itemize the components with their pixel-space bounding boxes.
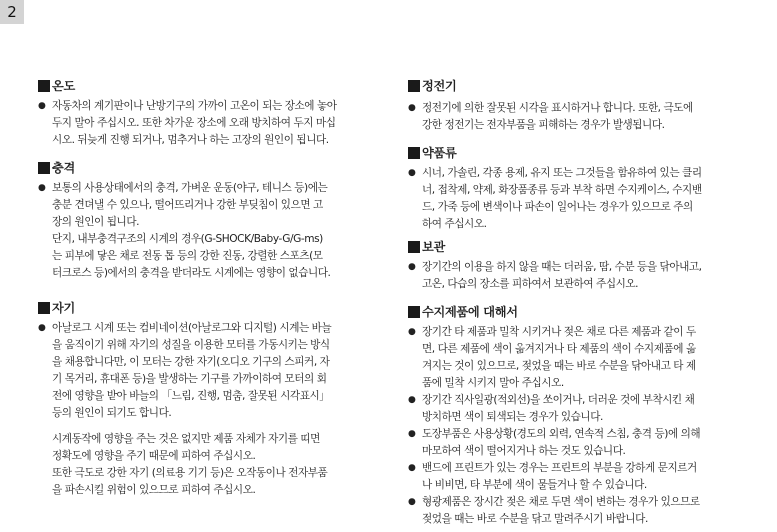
- text-line: 장기간 타 제품과 밀착 시키거나 젖은 채로 다른 제품과 같이 두: [422, 326, 696, 338]
- magnetism-paragraph-2: [38, 431, 368, 499]
- section-title: 보관: [422, 240, 445, 254]
- bullet-icon: ●: [408, 463, 416, 473]
- section-heading-resin-products: [408, 303, 518, 320]
- storage-paragraph: [408, 259, 728, 293]
- section-title: 수지제품에 대해서: [422, 305, 518, 319]
- text-line: 또한 극도로 강한 자기 (의료용 기기 등)은 오작동이나 전자부품: [52, 467, 328, 479]
- text-line: 시오. 뒤늦게 진행 되거나, 멈추거나 하는 고장의 원인이 됩니다.: [52, 134, 329, 146]
- text-line: 을 움직이기 위해 자기의 성질을 이용한 모터를 가동시키는 방식: [52, 339, 330, 351]
- square-bullet-icon: [38, 302, 50, 314]
- resin-item: [408, 324, 728, 392]
- text-line: 면, 다른 제품에 색이 옮겨지거나 타 제품의 색이 수지제품에 옮: [422, 343, 696, 355]
- resin-item: [408, 460, 728, 494]
- text-line: 충분 견뎌낼 수 있으나, 떨어뜨리거나 강한 부딪침이 있으면 고: [52, 199, 323, 211]
- text-line: 을 채용합니다만, 이 모터는 강한 자기(오디오 기구의 스피커, 자: [52, 356, 330, 368]
- text-line: 방치하면 색이 퇴색되는 경우가 있습니다.: [422, 411, 603, 423]
- bullet-icon: ●: [408, 262, 416, 272]
- static-paragraph: [408, 100, 728, 134]
- section-heading-storage: [408, 238, 445, 255]
- square-bullet-icon: [38, 80, 50, 92]
- chemicals-paragraph: [408, 165, 728, 233]
- text-line: 밴드에 프린트가 있는 경우는 프린트의 부분을 강하게 문지르거: [422, 462, 697, 474]
- section-title: 충격: [52, 161, 75, 175]
- text-line: 겨지는 것이 있으므로, 젖었을 때는 바로 수분을 닦아내고 타 제: [422, 360, 696, 372]
- page-number: 2: [7, 3, 17, 21]
- bullet-icon: ●: [38, 101, 46, 111]
- text-line: 장의 원인이 됩니다.: [52, 216, 140, 228]
- text-line: 자동차의 계기판이나 난방기구의 가까이 고온이 되는 장소에 놓아: [52, 100, 337, 112]
- text-line: 마모하여 색이 떨어지거나 하는 것도 있습니다.: [422, 445, 626, 457]
- shock-paragraph: [38, 180, 368, 282]
- temperature-paragraph: [38, 98, 368, 149]
- bullet-icon: ●: [408, 168, 416, 178]
- text-line: 등의 원인이 되기도 합니다.: [52, 407, 172, 419]
- square-bullet-icon: [408, 147, 420, 159]
- square-bullet-icon: [38, 162, 50, 174]
- text-line: 아날로그 시계 또는 컴비네이션(아날로그와 디지털) 시계는 바늘: [52, 322, 332, 334]
- resin-item: [408, 494, 728, 528]
- section-title: 온도: [52, 79, 75, 93]
- bullet-icon: ●: [38, 183, 46, 193]
- square-bullet-icon: [408, 306, 420, 318]
- text-line: 형광제품은 장시간 젖은 채로 두면 색이 변하는 경우가 있으므로: [422, 496, 700, 508]
- text-line: 정전기에 의한 잘못된 시각을 표시하거나 합니다. 또한, 극도에: [422, 102, 693, 114]
- text-line: 드, 가죽 등에 변색이나 파손이 일어나는 경우가 있으므로 주의: [422, 201, 693, 213]
- text-line: 도장부품은 사용상황(경도의 외력, 연속적 스침, 충격 등)에 의해: [422, 428, 701, 440]
- text-line: 고온, 다습의 장소를 피하여서 보관하여 주십시오.: [422, 278, 639, 290]
- text-line: 장기간 직사일광(적외선)을 쏘이거나, 더러운 것에 부착시킨 채: [422, 394, 695, 406]
- section-heading-shock: [38, 159, 75, 176]
- section-title: 자기: [52, 301, 75, 315]
- section-heading-chemicals: [408, 144, 456, 161]
- bullet-icon: ●: [408, 429, 416, 439]
- text-line: 시계동작에 영향을 주는 것은 없지만 제품 자체가 자기를 띠면: [52, 433, 320, 445]
- section-heading-magnetism: [38, 299, 75, 316]
- text-line: 시너, 가솔린, 각종 용제, 유지 또는 그것들을 함유하여 있는 클리: [422, 167, 702, 179]
- text-line: 정확도에 영향을 주기 때문에 피하여 주십시오.: [52, 450, 256, 462]
- text-line: 전에 영향을 받아 바늘의 「느림, 진행, 멈춤, 잘못된 시각표시」: [52, 390, 330, 402]
- bullet-icon: ●: [408, 327, 416, 337]
- bullet-icon: ●: [408, 395, 416, 405]
- text-line: 품에 밀착 시키지 말아 주십시오.: [422, 377, 564, 389]
- text-line: 는 피부에 닿은 채로 전동 톱 등의 강한 진동, 강렬한 스포츠(모: [52, 250, 323, 262]
- text-line: 하여 주십시오.: [422, 218, 487, 230]
- resin-item: [408, 426, 728, 460]
- section-heading-static: [408, 77, 456, 94]
- page-number-tab: [0, 0, 24, 24]
- bullet-icon: ●: [38, 323, 46, 333]
- square-bullet-icon: [408, 80, 420, 92]
- text-line: 단지, 내부충격구조의 시계의 경우(G-SHOCK/Baby-G/G-ms): [52, 233, 323, 245]
- section-heading-temperature: [38, 77, 75, 94]
- text-line: 너, 접착제, 약제, 화장품종류 등과 부착 하면 수지케이스, 수지밴: [422, 184, 702, 196]
- text-line: 기 목거리, 휴대폰 등)을 발생하는 기구를 가까이하여 모터의 회: [52, 373, 327, 385]
- section-title: 정전기: [422, 79, 457, 93]
- bullet-icon: ●: [408, 103, 416, 113]
- text-line: 강한 정전기는 전자부품을 피해하는 경우가 발생됩니다.: [422, 119, 665, 131]
- text-line: 을 파손시킬 위험이 있으므로 피하여 주십시오.: [52, 484, 256, 496]
- bullet-icon: ●: [408, 497, 416, 507]
- section-title: 약품류: [422, 146, 457, 160]
- text-line: 보통의 사용상태에서의 충격, 가벼운 운동(야구, 테니스 등)에는: [52, 182, 328, 194]
- text-line: 두지 말아 주십시오. 또한 차가운 장소에 오래 방치하여 두지 마십: [52, 117, 336, 129]
- text-line: 나 비비면, 타 부분에 색이 물들거나 할 수 있습니다.: [422, 479, 647, 491]
- magnetism-paragraph: [38, 320, 368, 422]
- resin-item: [408, 392, 728, 426]
- text-line: 젖었을 때는 바로 수분을 닦고 말려주시기 바랍니다.: [422, 513, 648, 525]
- square-bullet-icon: [408, 241, 420, 253]
- text-line: 터크로스 등)에서의 충격을 받더라도 시계에는 영향이 없습니다.: [52, 267, 331, 279]
- text-line: 장기간의 이용을 하지 않을 때는 더러움, 땀, 수분 등을 닦아내고,: [422, 261, 702, 273]
